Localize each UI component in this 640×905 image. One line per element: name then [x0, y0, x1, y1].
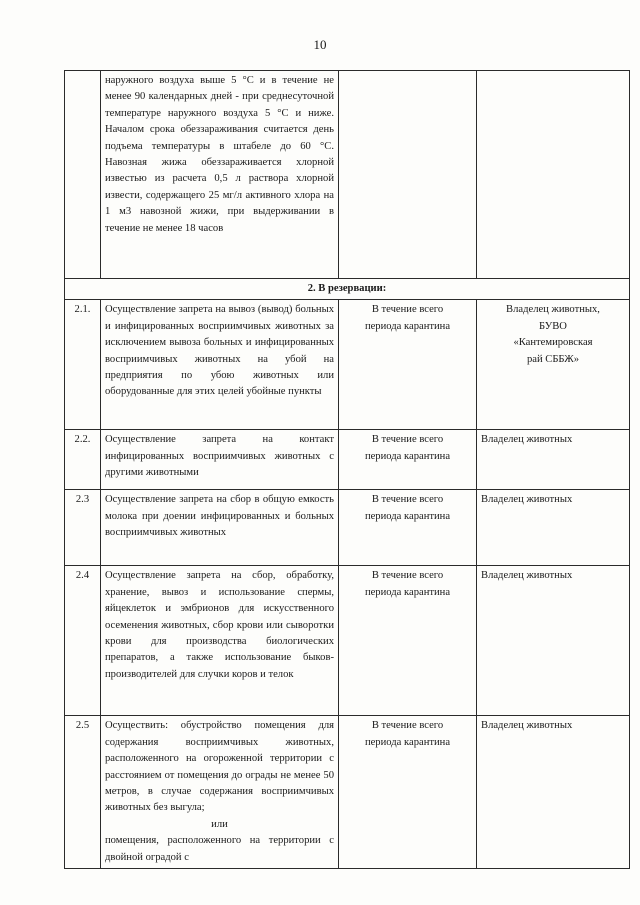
row-number: 2.3	[65, 490, 101, 566]
table-row	[65, 490, 630, 566]
responsible-cell	[477, 71, 630, 279]
term-line: периода карантина	[364, 510, 451, 522]
measure-text: Осуществление запрета на сбор, обработку, хранение, вывоз и использование спермы, яйцеклеток и эмбрионов для искусственного осеменения животных, сбор крови или сыворотки крови для производства биологических препаратов, а также использование быков-производителей для случки коров и телок	[101, 566, 339, 716]
term-cell	[339, 71, 477, 279]
responsible-line: Владелец животных	[481, 494, 573, 506]
term-line: В течение всего	[371, 434, 444, 446]
term-line: В течение всего	[371, 494, 444, 506]
measure-text-tail: помещения, расположенного на территории с двойной оградой с	[105, 835, 334, 863]
term-cell	[339, 716, 477, 869]
section-header-row	[65, 279, 630, 300]
term-cell	[339, 566, 477, 716]
row-number: 2.2.	[65, 430, 101, 490]
term-cell	[339, 300, 477, 430]
responsible-line: БУВО	[539, 320, 567, 332]
responsible-cell	[477, 430, 630, 490]
term-cell	[339, 430, 477, 490]
measure-text: Осуществить: обустройство помещения для содержания восприимчивых животных, расположенного на огороженной территории с расстоянием от помещения до ограды не менее 50 метров, в случае содержания восприимчивых животных без выгула;	[105, 720, 334, 814]
term-line: периода карантина	[364, 450, 451, 462]
row-number-cell	[65, 71, 101, 279]
responsible-line: Владелец животных	[481, 570, 573, 582]
term-line: В течение всего	[371, 304, 444, 316]
responsible-line: Владелец животных	[481, 720, 573, 732]
responsible-cell	[477, 716, 630, 869]
measure-text-cell	[101, 716, 339, 869]
table-row	[65, 300, 630, 430]
term-line: В течение всего	[371, 570, 444, 582]
page-number: 10	[313, 37, 327, 52]
term-line: В течение всего	[371, 720, 444, 732]
table-row-continuation	[65, 71, 630, 279]
table-row	[65, 716, 630, 869]
measure-text-or: или	[211, 818, 228, 830]
responsible-line: рай СББЖ»	[526, 353, 580, 365]
measure-text-cell: наружного воздуха выше 5 °С и в течение не менее 90 календарных дней - при среднесуточной температуре наружного воздуха 5 °С и ниже. Началом срока обеззараживания считается день подъема температуры в штабеле до 60 °С. Навозная жижа обеззараживается хлорной известью из расчета 0,5 л раствора хлорной извести, содержащего 25 мг/л активного хлора на 1 м3 навозной жижи, при выдерживании в течение не менее 18 часов	[101, 71, 339, 279]
term-line: периода карантина	[364, 736, 451, 748]
row-number: 2.1.	[65, 300, 101, 430]
measure-text: Осуществление запрета на сбор в общую емкость молока при доении инфицированных и больных восприимчивых животных	[101, 490, 339, 566]
measures-table	[64, 70, 630, 869]
measure-text: Осуществление запрета на вывоз (вывод) больных и инфицированных восприимчивых животных за исключением вывоза больных и инфицированных восприимчивых животных на убой на предприятия по убою животных или оборудованные для этих целей убойные пункты	[101, 300, 339, 430]
responsible-cell	[477, 300, 630, 430]
responsible-line: Владелец животных	[481, 434, 573, 446]
responsible-cell	[477, 566, 630, 716]
term-cell	[339, 490, 477, 566]
table-row	[65, 430, 630, 490]
term-line: периода карантина	[364, 320, 451, 332]
section-title: 2. В резервации:	[65, 279, 630, 300]
responsible-line: Владелец животных,	[506, 304, 600, 316]
measure-text: Осуществление запрета на контакт инфицированных восприимчивых животных с другими животными	[101, 430, 339, 490]
row-number: 2.5	[65, 716, 101, 869]
term-line: периода карантина	[364, 586, 451, 598]
responsible-line: «Кантемировская	[513, 337, 593, 349]
table-row	[65, 566, 630, 716]
row-number: 2.4	[65, 566, 101, 716]
responsible-cell	[477, 490, 630, 566]
